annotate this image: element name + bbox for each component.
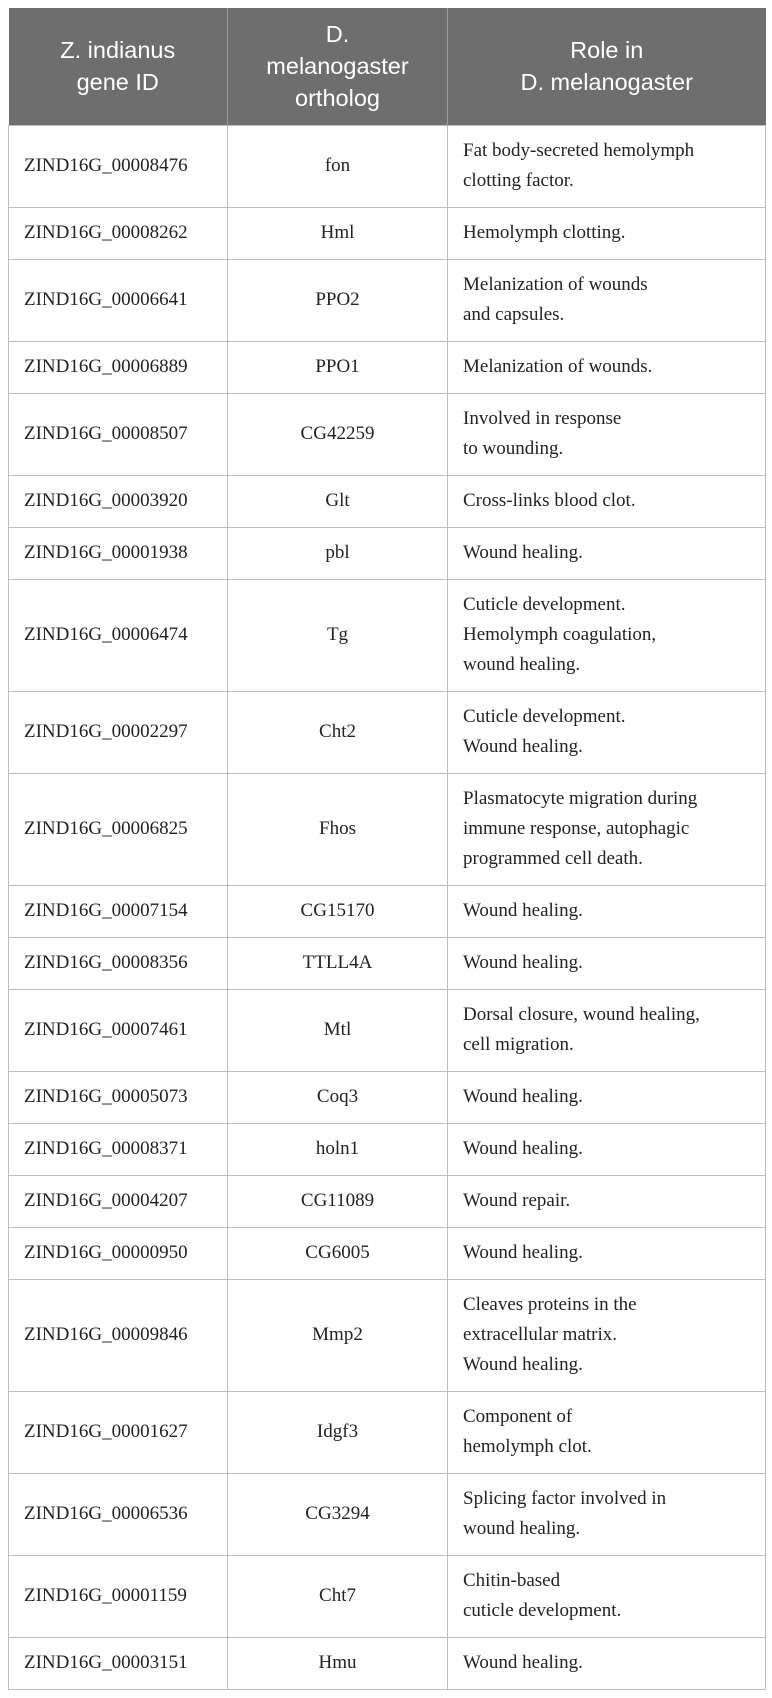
role-cell [448, 527, 766, 579]
role-line: Splicing factor involved in [463, 1488, 667, 1509]
header-line: Role in [570, 37, 644, 64]
table-row [9, 1555, 766, 1637]
ortholog-cell: Cht2 [228, 691, 448, 773]
ortholog-cell: CG6005 [228, 1227, 448, 1279]
gene-id-cell: ZIND16G_00006825 [9, 773, 228, 885]
role-cell [448, 1071, 766, 1123]
ortholog-cell: CG42259 [228, 393, 448, 475]
role-cell [448, 579, 766, 691]
ortholog-cell: holn1 [228, 1123, 448, 1175]
role-cell [448, 1637, 766, 1689]
table-row [9, 989, 766, 1071]
gene-id-cell: ZIND16G_00001159 [9, 1555, 228, 1637]
role-cell [448, 1175, 766, 1227]
ortholog-cell: fon [228, 125, 448, 207]
role-cell [448, 1227, 766, 1279]
role-cell [448, 1473, 766, 1555]
gene-id-cell: ZIND16G_00002297 [9, 691, 228, 773]
role-cell [448, 207, 766, 259]
role-line: cell migration. [463, 1034, 574, 1055]
gene-id-cell: ZIND16G_00006889 [9, 341, 228, 393]
gene-id-cell: ZIND16G_00007461 [9, 989, 228, 1071]
role-line: Wound healing. [463, 1138, 583, 1159]
role-cell [448, 1123, 766, 1175]
ortholog-cell: Mtl [228, 989, 448, 1071]
gene-id-cell: ZIND16G_00006536 [9, 1473, 228, 1555]
gene-id-cell: ZIND16G_00003151 [9, 1637, 228, 1689]
table-row [9, 885, 766, 937]
ortholog-cell: PPO2 [228, 259, 448, 341]
role-cell [448, 1555, 766, 1637]
role-line: wound healing. [463, 1518, 581, 1539]
role-line: Cross-links blood clot. [463, 490, 636, 511]
role-line: Hemolymph clotting. [463, 222, 626, 243]
ortholog-cell: PPO1 [228, 341, 448, 393]
role-line: Melanization of wounds [463, 274, 648, 295]
gene-id-cell: ZIND16G_00008507 [9, 393, 228, 475]
role-line: Dorsal closure, wound healing, [463, 1004, 700, 1025]
role-line: wound healing. [463, 654, 581, 675]
role-line: hemolymph clot. [463, 1436, 592, 1457]
table-row [9, 1473, 766, 1555]
table-row [9, 773, 766, 885]
gene-ortholog-table [8, 8, 766, 1690]
table-row [9, 1227, 766, 1279]
table-row [9, 259, 766, 341]
header-role [448, 8, 766, 125]
role-line: clotting factor. [463, 170, 574, 191]
gene-id-cell: ZIND16G_00006641 [9, 259, 228, 341]
gene-id-cell: ZIND16G_00009846 [9, 1279, 228, 1391]
role-line: Chitin-based [463, 1570, 561, 1591]
table-row [9, 1279, 766, 1391]
role-line: to wounding. [463, 438, 564, 459]
role-line: Cuticle development. [463, 706, 626, 727]
gene-id-cell: ZIND16G_00008356 [9, 937, 228, 989]
role-line: Melanization of wounds. [463, 356, 653, 377]
ortholog-cell: Hmu [228, 1637, 448, 1689]
role-line: and capsules. [463, 304, 565, 325]
ortholog-cell: Fhos [228, 773, 448, 885]
table-row [9, 1071, 766, 1123]
role-line: immune response, autophagic [463, 818, 690, 839]
gene-id-cell: ZIND16G_00008476 [9, 125, 228, 207]
ortholog-cell: Cht7 [228, 1555, 448, 1637]
ortholog-cell: Glt [228, 475, 448, 527]
ortholog-cell: Coq3 [228, 1071, 448, 1123]
role-line: Cleaves proteins in the [463, 1294, 637, 1315]
header-line: melanogaster [266, 53, 409, 80]
role-line: Component of [463, 1406, 573, 1427]
gene-id-cell: ZIND16G_00001938 [9, 527, 228, 579]
gene-id-cell: ZIND16G_00004207 [9, 1175, 228, 1227]
ortholog-cell: Idgf3 [228, 1391, 448, 1473]
role-line: Wound healing. [463, 542, 583, 563]
table-row [9, 475, 766, 527]
ortholog-cell: Mmp2 [228, 1279, 448, 1391]
table-row [9, 1123, 766, 1175]
ortholog-cell: pbl [228, 527, 448, 579]
header-ortholog [228, 8, 448, 125]
table-row [9, 125, 766, 207]
ortholog-cell: CG11089 [228, 1175, 448, 1227]
role-line: Wound healing. [463, 1086, 583, 1107]
role-line: Wound healing. [463, 952, 583, 973]
role-cell [448, 1391, 766, 1473]
role-line: Plasmatocyte migration during [463, 788, 698, 809]
role-cell [448, 475, 766, 527]
table-body [9, 125, 766, 1689]
role-line: Wound healing. [463, 736, 583, 757]
role-line: Wound healing. [463, 1652, 583, 1673]
gene-id-cell: ZIND16G_00005073 [9, 1071, 228, 1123]
role-line: Fat body-secreted hemolymph [463, 140, 695, 161]
table-row [9, 579, 766, 691]
gene-id-cell: ZIND16G_00001627 [9, 1391, 228, 1473]
table-row [9, 1175, 766, 1227]
table-row [9, 207, 766, 259]
ortholog-cell: Tg [228, 579, 448, 691]
role-line: cuticle development. [463, 1600, 622, 1621]
role-line: Hemolymph coagulation, [463, 624, 657, 645]
header-line: D. [325, 21, 350, 48]
gene-id-cell: ZIND16G_00008371 [9, 1123, 228, 1175]
ortholog-cell: CG15170 [228, 885, 448, 937]
role-line: Cuticle development. [463, 594, 626, 615]
role-cell [448, 885, 766, 937]
role-cell [448, 773, 766, 885]
role-line: Involved in response [463, 408, 622, 429]
gene-id-cell: ZIND16G_00007154 [9, 885, 228, 937]
ortholog-cell: Hml [228, 207, 448, 259]
header-row [9, 8, 766, 125]
table-row [9, 691, 766, 773]
role-cell [448, 691, 766, 773]
role-line: Wound healing. [463, 1242, 583, 1263]
gene-id-cell: ZIND16G_00003920 [9, 475, 228, 527]
table-row [9, 527, 766, 579]
header-line: D. melanogaster [520, 69, 693, 96]
header-line: ortholog [295, 85, 380, 112]
header-gene-id [9, 8, 228, 125]
gene-id-cell: ZIND16G_00006474 [9, 579, 228, 691]
gene-id-cell: ZIND16G_00000950 [9, 1227, 228, 1279]
role-cell [448, 937, 766, 989]
role-cell [448, 989, 766, 1071]
role-cell [448, 125, 766, 207]
gene-table-container [8, 8, 765, 1690]
role-line: programmed cell death. [463, 848, 643, 869]
role-line: Wound healing. [463, 1354, 583, 1375]
role-line: Wound repair. [463, 1190, 571, 1211]
table-row [9, 341, 766, 393]
table-header [9, 8, 766, 125]
table-row [9, 1391, 766, 1473]
role-line: extracellular matrix. [463, 1324, 618, 1345]
role-cell [448, 341, 766, 393]
table-row [9, 1637, 766, 1689]
role-line: Wound healing. [463, 900, 583, 921]
table-row [9, 937, 766, 989]
table-row [9, 393, 766, 475]
header-line: gene ID [76, 69, 159, 96]
role-cell [448, 259, 766, 341]
gene-id-cell: ZIND16G_00008262 [9, 207, 228, 259]
ortholog-cell: CG3294 [228, 1473, 448, 1555]
ortholog-cell: TTLL4A [228, 937, 448, 989]
role-cell [448, 393, 766, 475]
role-cell [448, 1279, 766, 1391]
header-line: Z. indianus [60, 37, 176, 64]
